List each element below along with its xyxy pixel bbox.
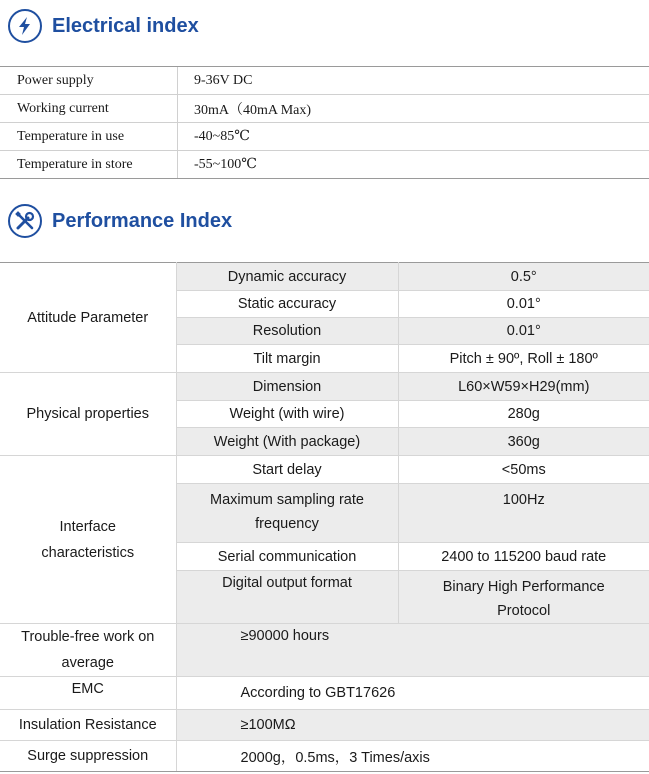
param-cell: Weight (With package) [176, 428, 398, 456]
param-line: frequency [255, 516, 319, 532]
value-cell: 360g [398, 428, 649, 456]
row-key: Working current [0, 95, 178, 123]
row-key: EMC [0, 677, 176, 710]
table-row [0, 710, 649, 741]
value-cell: Pitch ± 90º, Roll ± 180º [398, 345, 649, 373]
table-row [0, 95, 649, 123]
value-cell: 280g [398, 401, 649, 428]
param-cell: Dimension [176, 373, 398, 401]
row-key: Power supply [0, 67, 178, 95]
table-row [0, 67, 649, 95]
value-cell: L60×W59×H29(mm) [398, 373, 649, 401]
value-cell: 2400 to 115200 baud rate [398, 543, 649, 571]
param-line: Maximum sampling rate [210, 492, 364, 508]
electrical-index-table [0, 66, 649, 179]
row-value: -40~85℃ [178, 123, 649, 151]
table-row [0, 456, 649, 484]
group-interface-characteristics [0, 456, 176, 624]
key-line: Trouble-free work on [21, 629, 155, 645]
performance-index-header [8, 204, 232, 238]
param-cell [176, 484, 398, 543]
lightning-bolt-icon [8, 9, 42, 43]
table-row [0, 373, 649, 401]
row-value: ≥100MΩ [176, 710, 649, 741]
value-cell: 0.01° [398, 318, 649, 345]
value-cell: 0.5° [398, 263, 649, 291]
group-physical-properties: Physical properties [0, 373, 176, 456]
row-key: Temperature in use [0, 123, 178, 151]
group-attitude-parameter: Attitude Parameter [0, 263, 176, 373]
wrench-screwdriver-icon [8, 204, 42, 238]
row-value: ≥90000 hours [176, 624, 649, 677]
row-value: According to GBT17626 [176, 677, 649, 710]
row-key: Insulation Resistance [0, 710, 176, 741]
row-key [0, 624, 176, 677]
table-row [0, 624, 649, 677]
row-value: 9-36V DC [178, 67, 649, 95]
table-row [0, 263, 649, 291]
table-row [0, 741, 649, 772]
table-row [0, 677, 649, 710]
param-cell: Digital output format [176, 571, 398, 624]
performance-index-title: Performance Index [52, 209, 233, 232]
table-row [0, 151, 649, 179]
group-label-line: characteristics [41, 544, 135, 561]
param-cell: Tilt margin [176, 345, 398, 373]
row-key: Temperature in store [0, 151, 178, 179]
param-cell: Weight (with wire) [176, 401, 398, 428]
value-line: Binary High Performance [442, 579, 605, 595]
param-cell: Resolution [176, 318, 398, 345]
value-line: Protocol [497, 603, 551, 619]
value-cell: 100Hz [398, 484, 649, 543]
row-key: Surge suppression [0, 741, 176, 772]
param-cell: Static accuracy [176, 291, 398, 318]
param-cell: Dynamic accuracy [176, 263, 398, 291]
performance-index-table [0, 262, 649, 772]
electrical-index-header [8, 9, 199, 43]
row-value: -55~100℃ [178, 151, 649, 179]
value-cell: 0.01° [398, 291, 649, 318]
value-cell [398, 571, 649, 624]
param-cell: Start delay [176, 456, 398, 484]
key-line: average [61, 655, 114, 671]
value-cell: <50ms [398, 456, 649, 484]
electrical-index-title: Electrical index [52, 14, 199, 37]
row-value: 2000g，0.5ms，3 Times/axis [176, 741, 649, 772]
group-label-line: Interface [59, 518, 116, 535]
table-row [0, 123, 649, 151]
param-cell: Serial communication [176, 543, 398, 571]
row-value: 30mA（40mA Max) [178, 95, 649, 123]
